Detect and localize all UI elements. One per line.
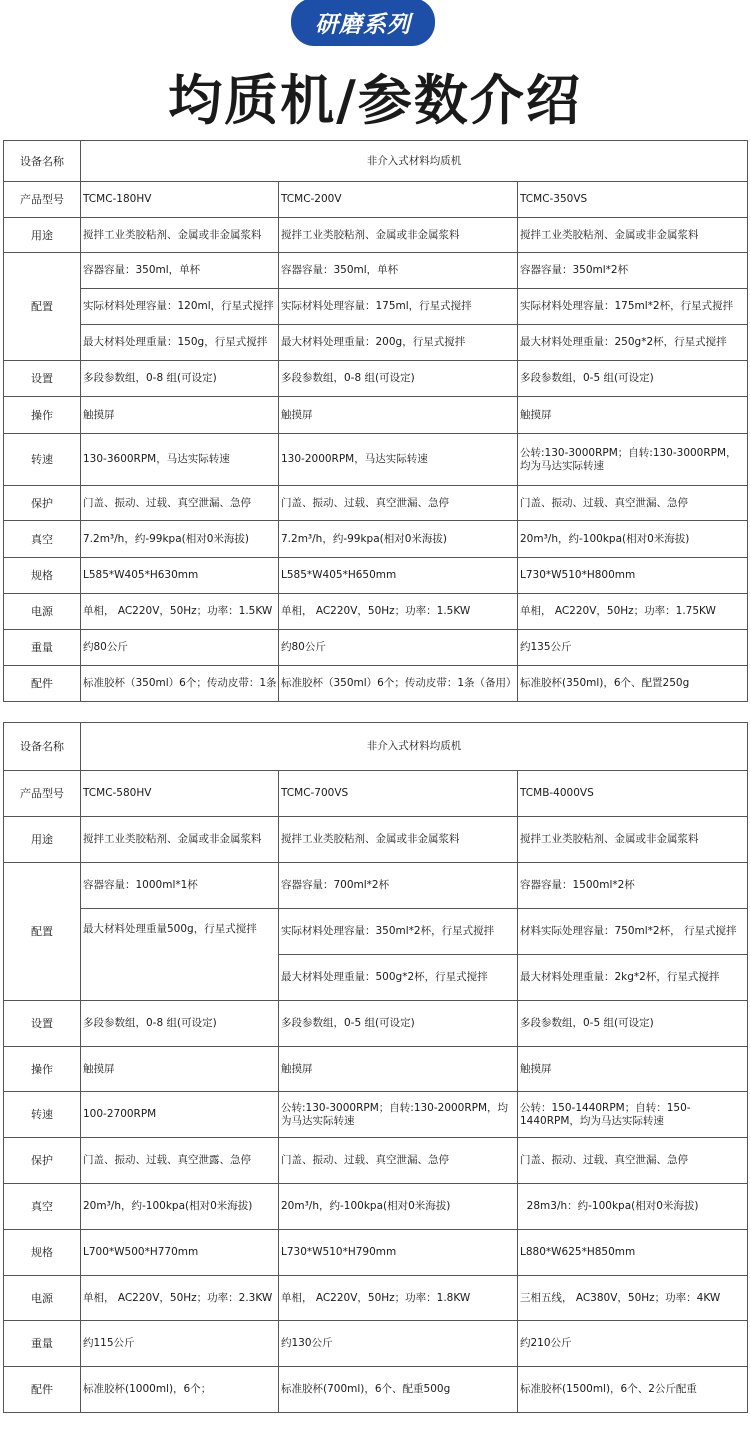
power-cell: 单相， AC220V，50Hz；功率：1.8KW [279, 1276, 518, 1321]
series-badge: 研磨系列 [291, 0, 435, 46]
device-name: 非介入式材料均质机 [81, 141, 748, 182]
power-cell: 单相， AC220V，50Hz；功率：2.3KW [81, 1276, 279, 1321]
row-label: 电源 [4, 1276, 81, 1321]
operation-cell: 触摸屏 [518, 1047, 748, 1092]
vacuum-cell: 20m³/h，约-100kpa(相对0米海拔) [279, 1184, 518, 1230]
table-row [4, 1001, 748, 1047]
operation-cell: 触摸屏 [81, 1047, 279, 1092]
table-row [4, 1138, 748, 1184]
table-row [4, 1230, 748, 1276]
config-cell: 容器容量：700ml*2杯 [279, 863, 518, 909]
settings-cell: 多段参数组，0-8 组(可设定) [81, 361, 279, 397]
power-cell: 单相， AC220V，50Hz；功率：1.75KW [518, 594, 748, 630]
row-label: 真空 [4, 1184, 81, 1230]
table-row [4, 817, 748, 863]
config-cell: 容器容量：350ml*2杯 [518, 253, 748, 289]
table-row [4, 909, 748, 955]
weight-cell: 约115公斤 [81, 1321, 279, 1367]
config-cell: 材料实际处理容量：750ml*2杯， 行星式搅拌 [518, 909, 748, 955]
table-row [4, 434, 748, 486]
settings-cell: 多段参数组，0-8 组(可设定) [279, 361, 518, 397]
row-label: 保护 [4, 1138, 81, 1184]
usage-cell: 搅拌工业类胶粘剂、金属或非金属浆料 [518, 218, 748, 253]
table-row [4, 289, 748, 325]
vacuum-cell: 7.2m³/h，约-99kpa(相对0米海拔) [279, 521, 518, 558]
config-cell: 容器容量：350ml，单杯 [279, 253, 518, 289]
row-label: 规格 [4, 1230, 81, 1276]
weight-cell: 约80公斤 [279, 630, 518, 666]
settings-cell: 多段参数组，0-5 组(可设定) [518, 361, 748, 397]
weight-cell: 约210公斤 [518, 1321, 748, 1367]
page-title: 均质机/参数介绍 [168, 69, 582, 132]
config-cell: 实际材料处理容量：350ml*2杯，行星式搅拌 [279, 909, 518, 955]
row-label: 产品型号 [4, 182, 81, 218]
size-cell: L585*W405*H630mm [81, 558, 279, 594]
size-cell: L730*W510*H800mm [518, 558, 748, 594]
settings-cell: 多段参数组，0-5 组(可设定) [518, 1001, 748, 1047]
weight-cell: 约135公斤 [518, 630, 748, 666]
table-row [4, 141, 748, 182]
model-cell: TCMC-580HV [81, 771, 279, 817]
row-label: 规格 [4, 558, 81, 594]
protection-cell: 门盖、振动、过载、真空泄漏、急停 [518, 486, 748, 521]
vacuum-cell: 20m³/h，约-100kpa(相对0米海拔) [518, 521, 748, 558]
row-label: 配件 [4, 1367, 81, 1413]
config-cell: 最大材料处理重量：150g，行星式搅拌 [81, 325, 279, 361]
vacuum-cell: 7.2m³/h，约-99kpa(相对0米海拔) [81, 521, 279, 558]
protection-cell: 门盖、振动、过载、真空泄露、急停 [81, 1138, 279, 1184]
config-cell: 容器容量：1000ml*1杯 [81, 863, 279, 909]
accessory-cell: 标准胶杯(1000ml)，6个； [81, 1367, 279, 1413]
row-label: 转速 [4, 434, 81, 486]
row-label: 操作 [4, 397, 81, 434]
config-cell: 容器容量：350ml，单杯 [81, 253, 279, 289]
table-row [4, 397, 748, 434]
table-row [4, 594, 748, 630]
speed-cell: 公转:130-3000RPM；自转:130-3000RPM，均为马达实际转速 [518, 434, 748, 486]
size-cell: L585*W405*H650mm [279, 558, 518, 594]
row-label: 电源 [4, 594, 81, 630]
model-cell: TCMC-350VS [518, 182, 748, 218]
size-cell: L700*W500*H770mm [81, 1230, 279, 1276]
row-label: 操作 [4, 1047, 81, 1092]
size-cell: L880*W625*H850mm [518, 1230, 748, 1276]
protection-cell: 门盖、振动、过载、真空泄漏、急停 [518, 1138, 748, 1184]
table-row [4, 486, 748, 521]
row-label: 设置 [4, 361, 81, 397]
row-label: 重量 [4, 1321, 81, 1367]
accessory-cell: 标准胶杯（350ml）6个；传动皮带：1条（备用） [279, 666, 518, 702]
speed-cell: 公转：150-1440RPM；自转：150-1440RPM，均为马达实际转速 [518, 1092, 748, 1138]
power-cell: 单相， AC220V，50Hz；功率：1.5KW [81, 594, 279, 630]
table-row [4, 558, 748, 594]
operation-cell: 触摸屏 [279, 1047, 518, 1092]
table-row [4, 1321, 748, 1367]
table-row [4, 218, 748, 253]
row-label: 设备名称 [4, 141, 81, 182]
row-label: 转速 [4, 1092, 81, 1138]
protection-cell: 门盖、振动、过载、真空泄漏、急停 [279, 1138, 518, 1184]
table-row [4, 253, 748, 289]
settings-cell: 多段参数组，0-8 组(可设定) [81, 1001, 279, 1047]
row-label: 用途 [4, 218, 81, 253]
table-row [4, 630, 748, 666]
power-cell: 三相五线， AC380V，50Hz；功率：4KW [518, 1276, 748, 1321]
speed-cell: 100-2700RPM [81, 1092, 279, 1138]
model-cell: TCMC-180HV [81, 182, 279, 218]
model-cell: TCMB-4000VS [518, 771, 748, 817]
config-cell: 实际材料处理容量：175ml，行星式搅拌 [279, 289, 518, 325]
config-cell: 最大材料处理重量：500g*2杯，行星式搅拌 [279, 955, 518, 1001]
table-row [4, 182, 748, 218]
config-cell: 容器容量：1500ml*2杯 [518, 863, 748, 909]
config-cell: 最大材料处理重量：250g*2杯，行星式搅拌 [518, 325, 748, 361]
accessory-cell: 标准胶杯（350ml）6个；传动皮带：1条 [81, 666, 279, 702]
device-name: 非介入式材料均质机 [81, 723, 748, 771]
table-row [4, 1367, 748, 1413]
protection-cell: 门盖、振动、过载、真空泄漏、急停 [81, 486, 279, 521]
table-row [4, 771, 748, 817]
row-label: 配置 [4, 253, 81, 361]
config-cell: 最大材料处理重量：200g，行星式搅拌 [279, 325, 518, 361]
operation-cell: 触摸屏 [279, 397, 518, 434]
speed-cell: 公转:130-3000RPM；自转:130-2000RPM，均为马达实际转速 [279, 1092, 518, 1138]
speed-cell: 130-2000RPM，马达实际转速 [279, 434, 518, 486]
table-row [4, 723, 748, 771]
spec-table-2 [3, 722, 748, 1413]
row-label: 重量 [4, 630, 81, 666]
usage-cell: 搅拌工业类胶粘剂、金属或非金属浆料 [279, 218, 518, 253]
config-cell: 最大材料处理重量500g，行星式搅拌 [81, 909, 279, 1001]
usage-cell: 搅拌工业类胶粘剂、金属或非金属浆料 [518, 817, 748, 863]
weight-cell: 约80公斤 [81, 630, 279, 666]
size-cell: L730*W510*H790mm [279, 1230, 518, 1276]
operation-cell: 触摸屏 [518, 397, 748, 434]
row-label: 产品型号 [4, 771, 81, 817]
protection-cell: 门盖、振动、过载、真空泄漏、急停 [279, 486, 518, 521]
accessory-cell: 标准胶杯(700ml)，6个、配重500g [279, 1367, 518, 1413]
table-row [4, 666, 748, 702]
usage-cell: 搅拌工业类胶粘剂、金属或非金属浆料 [81, 218, 279, 253]
config-cell: 实际材料处理容量：175ml*2杯，行星式搅拌 [518, 289, 748, 325]
usage-cell: 搅拌工业类胶粘剂、金属或非金属浆料 [81, 817, 279, 863]
operation-cell: 触摸屏 [81, 397, 279, 434]
weight-cell: 约130公斤 [279, 1321, 518, 1367]
row-label: 保护 [4, 486, 81, 521]
config-cell: 最大材料处理重量：2kg*2杯，行星式搅拌 [518, 955, 748, 1001]
row-label: 真空 [4, 521, 81, 558]
table-row [4, 1047, 748, 1092]
table-row [4, 1092, 748, 1138]
config-cell: 实际材料处理容量：120ml，行星式搅拌 [81, 289, 279, 325]
table-row [4, 1184, 748, 1230]
table-row [4, 521, 748, 558]
model-cell: TCMC-200V [279, 182, 518, 218]
speed-cell: 130-3600RPM，马达实际转速 [81, 434, 279, 486]
table-row [4, 863, 748, 909]
accessory-cell: 标准胶杯(1500ml)，6个、2公斤配重 [518, 1367, 748, 1413]
table-row [4, 325, 748, 361]
table-row [4, 1276, 748, 1321]
row-label: 设备名称 [4, 723, 81, 771]
vacuum-cell: 28m3/h：约-100kpa(相对0米海拔) [518, 1184, 748, 1230]
vacuum-cell: 20m³/h，约-100kpa(相对0米海拔) [81, 1184, 279, 1230]
settings-cell: 多段参数组，0-5 组(可设定) [279, 1001, 518, 1047]
row-label: 配件 [4, 666, 81, 702]
row-label: 设置 [4, 1001, 81, 1047]
spec-table-1 [3, 140, 748, 702]
usage-cell: 搅拌工业类胶粘剂、金属或非金属浆料 [279, 817, 518, 863]
model-cell: TCMC-700VS [279, 771, 518, 817]
row-label: 配置 [4, 863, 81, 1001]
row-label: 用途 [4, 817, 81, 863]
accessory-cell: 标准胶杯(350ml)，6个、配置250g [518, 666, 748, 702]
table-row [4, 361, 748, 397]
power-cell: 单相， AC220V，50Hz；功率：1.5KW [279, 594, 518, 630]
